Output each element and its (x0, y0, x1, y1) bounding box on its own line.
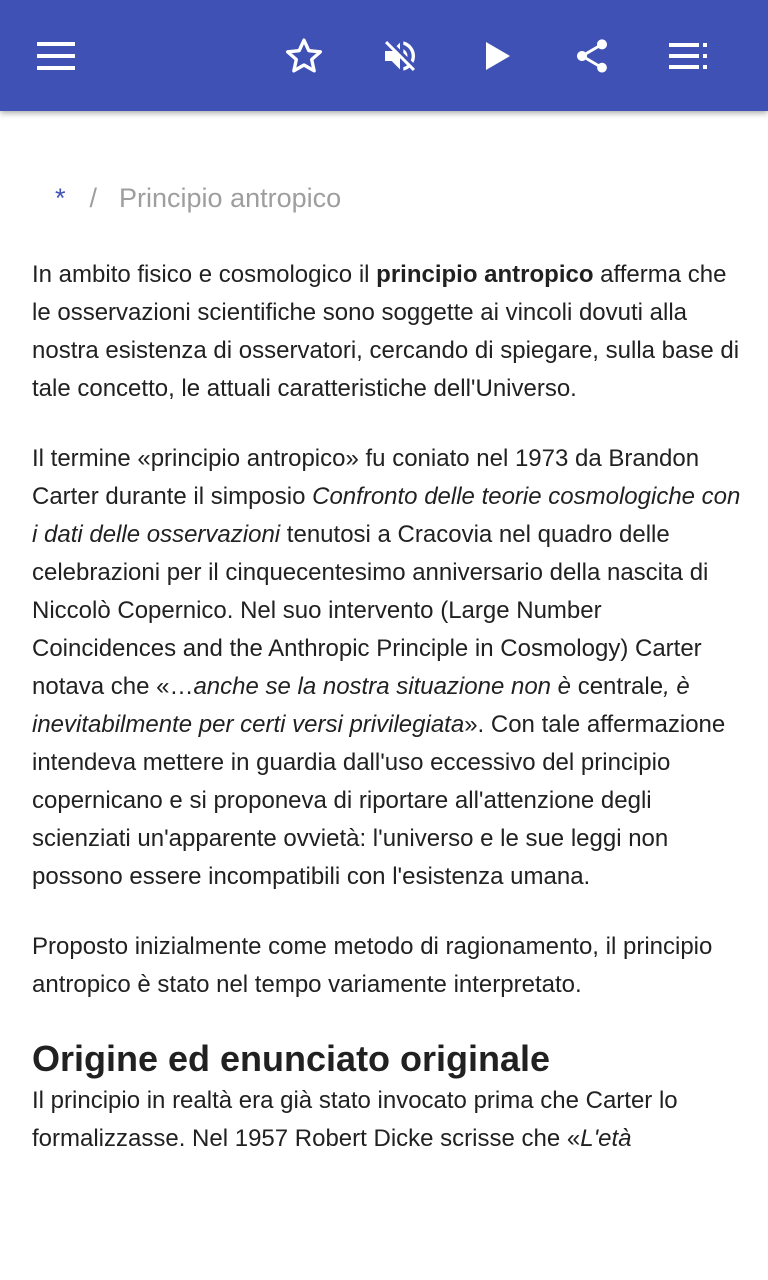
italic-title: Confronto delle teorie cosmologiche con i dati delle osservazioni (32, 483, 741, 548)
menu-icon (37, 42, 75, 70)
breadcrumb (55, 181, 341, 215)
contents-button[interactable] (660, 28, 716, 84)
table-of-contents-icon (669, 43, 707, 69)
breadcrumb-separator: / (89, 183, 98, 213)
italic-quote: anche se la nostra situazione non è (193, 673, 572, 700)
bold-term: principio antropico (376, 261, 594, 288)
paragraph-origin (32, 1082, 742, 1158)
paragraph-history (32, 440, 742, 896)
text-run: Il principio in realtà era già stato invocato prima che Carter lo formalizzasse. Nel 1957 Robert Dicke scrisse che « (32, 1087, 678, 1152)
text-run: tenutosi a Cracovia nel quadro delle celebrazioni per il cinquecentesimo anniversario della nascita di Niccolò Copernico. Nel suo intervento (Large Number Coincidences and the Anthropic Principle in Cosmology) Carter notava che «… (32, 521, 709, 700)
breadcrumb-current: Principio antropico (119, 183, 342, 213)
share-icon (572, 36, 612, 76)
italic-quote: L'età (580, 1125, 632, 1152)
play-icon (483, 40, 513, 72)
paragraph-intro (32, 256, 742, 408)
article-content (0, 111, 768, 1280)
menu-button[interactable] (28, 28, 84, 84)
section-heading: Origine ed enunciato originale (32, 1038, 551, 1079)
breadcrumb-home-link[interactable]: * (55, 183, 66, 213)
star-outline-icon (284, 36, 324, 76)
text-run: ». Con tale affermazione intendeva mettere in guardia dall'uso eccessivo del principio copernicano e si proponeva di riportare all'attenzione degli scienziati un'apparente ovvietà: l'universo e le sue leggi non possono essere incompatibili con l'esistenza umana. (32, 711, 726, 890)
text-run: afferma che le osservazioni scientifiche sono soggette ai vincoli dovuti alla nostra esistenza di osservatori, cercando di spiegare, sulla base di tale concetto, le attuali caratteristiche dell'Universo. (32, 261, 740, 402)
favorite-button[interactable] (276, 28, 332, 84)
share-button[interactable] (564, 28, 620, 84)
italic-quote: , è inevitabilmente per certi versi privilegiata (32, 673, 690, 738)
mute-button[interactable] (372, 28, 428, 84)
article-body (32, 256, 742, 1190)
paragraph-interpretation: Proposto inizialmente come metodo di ragionamento, il principio antropico è stato nel tempo variamente interpretato. (32, 933, 713, 998)
text-run: Il termine «principio antropico» fu coniato nel 1973 da Brandon Carter durante il simposio (32, 445, 700, 510)
play-button[interactable] (470, 28, 526, 84)
volume-off-icon (380, 36, 420, 76)
app-bar (0, 0, 768, 111)
text-run: centrale (571, 673, 664, 700)
text-run: In ambito fisico e cosmologico il (32, 261, 377, 288)
